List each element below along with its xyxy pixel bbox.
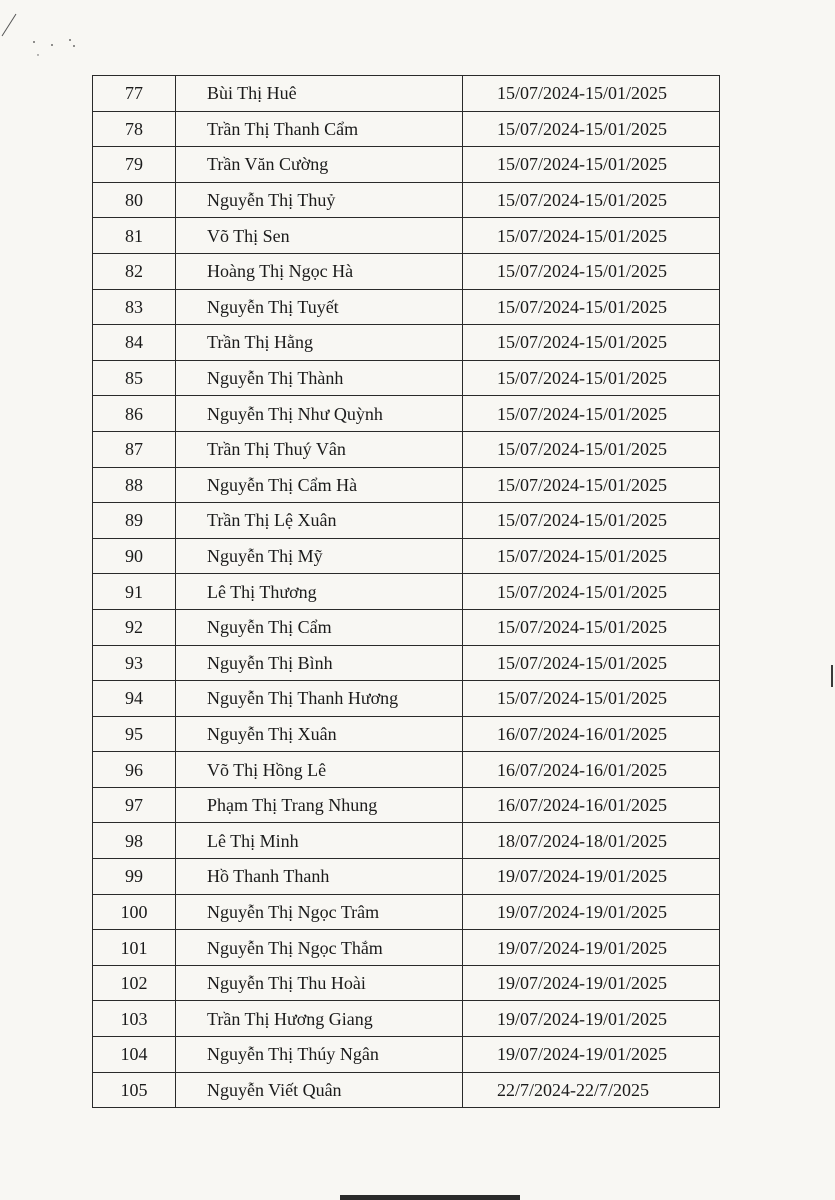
scan-edge-mark [831, 665, 833, 687]
row-number-cell: 100 [93, 894, 176, 930]
period-cell: 15/07/2024-15/01/2025 [463, 431, 720, 467]
name-cell: Nguyễn Thị Bình [176, 645, 463, 681]
period-cell: 19/07/2024-19/01/2025 [463, 859, 720, 895]
scan-artifact-marks [0, 0, 120, 60]
row-number-cell: 94 [93, 681, 176, 717]
table-row [93, 289, 720, 325]
name-cell: Nguyễn Thị Cẩm Hà [176, 467, 463, 503]
table-row [93, 787, 720, 823]
period-cell: 15/07/2024-15/01/2025 [463, 467, 720, 503]
row-number-cell: 92 [93, 609, 176, 645]
row-number-cell: 104 [93, 1037, 176, 1073]
row-number-cell: 83 [93, 289, 176, 325]
table-row [93, 111, 720, 147]
period-cell: 15/07/2024-15/01/2025 [463, 253, 720, 289]
row-number-cell: 79 [93, 147, 176, 183]
name-cell: Trần Thị Hương Giang [176, 1001, 463, 1037]
row-number-cell: 95 [93, 716, 176, 752]
table-row [93, 609, 720, 645]
row-number-cell: 105 [93, 1072, 176, 1108]
period-cell: 15/07/2024-15/01/2025 [463, 325, 720, 361]
period-cell: 18/07/2024-18/01/2025 [463, 823, 720, 859]
period-cell: 15/07/2024-15/01/2025 [463, 111, 720, 147]
row-number-cell: 87 [93, 431, 176, 467]
row-number-cell: 84 [93, 325, 176, 361]
name-cell: Võ Thị Hồng Lê [176, 752, 463, 788]
table-row [93, 965, 720, 1001]
period-cell: 15/07/2024-15/01/2025 [463, 538, 720, 574]
period-cell: 15/07/2024-15/01/2025 [463, 681, 720, 717]
name-cell: Nguyễn Thị Ngọc Thắm [176, 930, 463, 966]
row-number-cell: 82 [93, 253, 176, 289]
table-row [93, 396, 720, 432]
name-cell: Nguyễn Thị Thu Hoài [176, 965, 463, 1001]
row-number-cell: 77 [93, 76, 176, 112]
name-cell: Nguyễn Thị Thuỷ [176, 182, 463, 218]
period-cell: 19/07/2024-19/01/2025 [463, 1001, 720, 1037]
name-cell: Nguyễn Thị Thúy Ngân [176, 1037, 463, 1073]
row-number-cell: 88 [93, 467, 176, 503]
period-cell: 16/07/2024-16/01/2025 [463, 752, 720, 788]
employee-table [92, 75, 720, 1108]
period-cell: 19/07/2024-19/01/2025 [463, 965, 720, 1001]
row-number-cell: 97 [93, 787, 176, 823]
table-row [93, 467, 720, 503]
period-cell: 15/07/2024-15/01/2025 [463, 218, 720, 254]
table-row [93, 894, 720, 930]
period-cell: 15/07/2024-15/01/2025 [463, 609, 720, 645]
table-row [93, 1037, 720, 1073]
row-number-cell: 102 [93, 965, 176, 1001]
row-number-cell: 80 [93, 182, 176, 218]
table-row [93, 930, 720, 966]
name-cell: Bùi Thị Huê [176, 76, 463, 112]
scan-bottom-bar [340, 1195, 520, 1200]
name-cell: Lê Thị Minh [176, 823, 463, 859]
name-cell: Nguyễn Thị Ngọc Trâm [176, 894, 463, 930]
row-number-cell: 91 [93, 574, 176, 610]
name-cell: Trần Văn Cường [176, 147, 463, 183]
row-number-cell: 89 [93, 503, 176, 539]
table-row [93, 218, 720, 254]
name-cell: Trần Thị Lệ Xuân [176, 503, 463, 539]
name-cell: Lê Thị Thương [176, 574, 463, 610]
table-row [93, 253, 720, 289]
table-row [93, 360, 720, 396]
table-row [93, 325, 720, 361]
name-cell: Phạm Thị Trang Nhung [176, 787, 463, 823]
table-row [93, 431, 720, 467]
table-row [93, 752, 720, 788]
table-row [93, 823, 720, 859]
table-row [93, 147, 720, 183]
name-cell: Hồ Thanh Thanh [176, 859, 463, 895]
table-row [93, 645, 720, 681]
period-cell: 19/07/2024-19/01/2025 [463, 1037, 720, 1073]
row-number-cell: 96 [93, 752, 176, 788]
period-cell: 22/7/2024-22/7/2025 [463, 1072, 720, 1108]
name-cell: Nguyễn Thị Cẩm [176, 609, 463, 645]
period-cell: 15/07/2024-15/01/2025 [463, 289, 720, 325]
table-body [93, 76, 720, 1108]
period-cell: 15/07/2024-15/01/2025 [463, 503, 720, 539]
period-cell: 15/07/2024-15/01/2025 [463, 645, 720, 681]
period-cell: 16/07/2024-16/01/2025 [463, 787, 720, 823]
row-number-cell: 81 [93, 218, 176, 254]
table-row [93, 182, 720, 218]
employee-table-container [92, 75, 719, 1108]
period-cell: 15/07/2024-15/01/2025 [463, 360, 720, 396]
row-number-cell: 98 [93, 823, 176, 859]
row-number-cell: 101 [93, 930, 176, 966]
row-number-cell: 90 [93, 538, 176, 574]
table-row [93, 716, 720, 752]
table-row [93, 503, 720, 539]
period-cell: 19/07/2024-19/01/2025 [463, 930, 720, 966]
period-cell: 15/07/2024-15/01/2025 [463, 574, 720, 610]
row-number-cell: 93 [93, 645, 176, 681]
name-cell: Nguyễn Thị Tuyết [176, 289, 463, 325]
name-cell: Nguyễn Thị Thanh Hương [176, 681, 463, 717]
period-cell: 19/07/2024-19/01/2025 [463, 894, 720, 930]
table-row [93, 76, 720, 112]
table-row [93, 681, 720, 717]
name-cell: Nguyễn Thị Thành [176, 360, 463, 396]
table-row [93, 538, 720, 574]
table-row [93, 859, 720, 895]
row-number-cell: 85 [93, 360, 176, 396]
period-cell: 16/07/2024-16/01/2025 [463, 716, 720, 752]
period-cell: 15/07/2024-15/01/2025 [463, 147, 720, 183]
row-number-cell: 103 [93, 1001, 176, 1037]
period-cell: 15/07/2024-15/01/2025 [463, 396, 720, 432]
table-row [93, 574, 720, 610]
table-row [93, 1001, 720, 1037]
period-cell: 15/07/2024-15/01/2025 [463, 76, 720, 112]
name-cell: Trần Thị Thanh Cẩm [176, 111, 463, 147]
row-number-cell: 78 [93, 111, 176, 147]
name-cell: Nguyễn Viết Quân [176, 1072, 463, 1108]
name-cell: Nguyễn Thị Xuân [176, 716, 463, 752]
row-number-cell: 86 [93, 396, 176, 432]
table-row [93, 1072, 720, 1108]
name-cell: Nguyễn Thị Mỹ [176, 538, 463, 574]
name-cell: Võ Thị Sen [176, 218, 463, 254]
name-cell: Hoàng Thị Ngọc Hà [176, 253, 463, 289]
name-cell: Nguyễn Thị Như Quỳnh [176, 396, 463, 432]
name-cell: Trần Thị Hằng [176, 325, 463, 361]
name-cell: Trần Thị Thuý Vân [176, 431, 463, 467]
row-number-cell: 99 [93, 859, 176, 895]
period-cell: 15/07/2024-15/01/2025 [463, 182, 720, 218]
